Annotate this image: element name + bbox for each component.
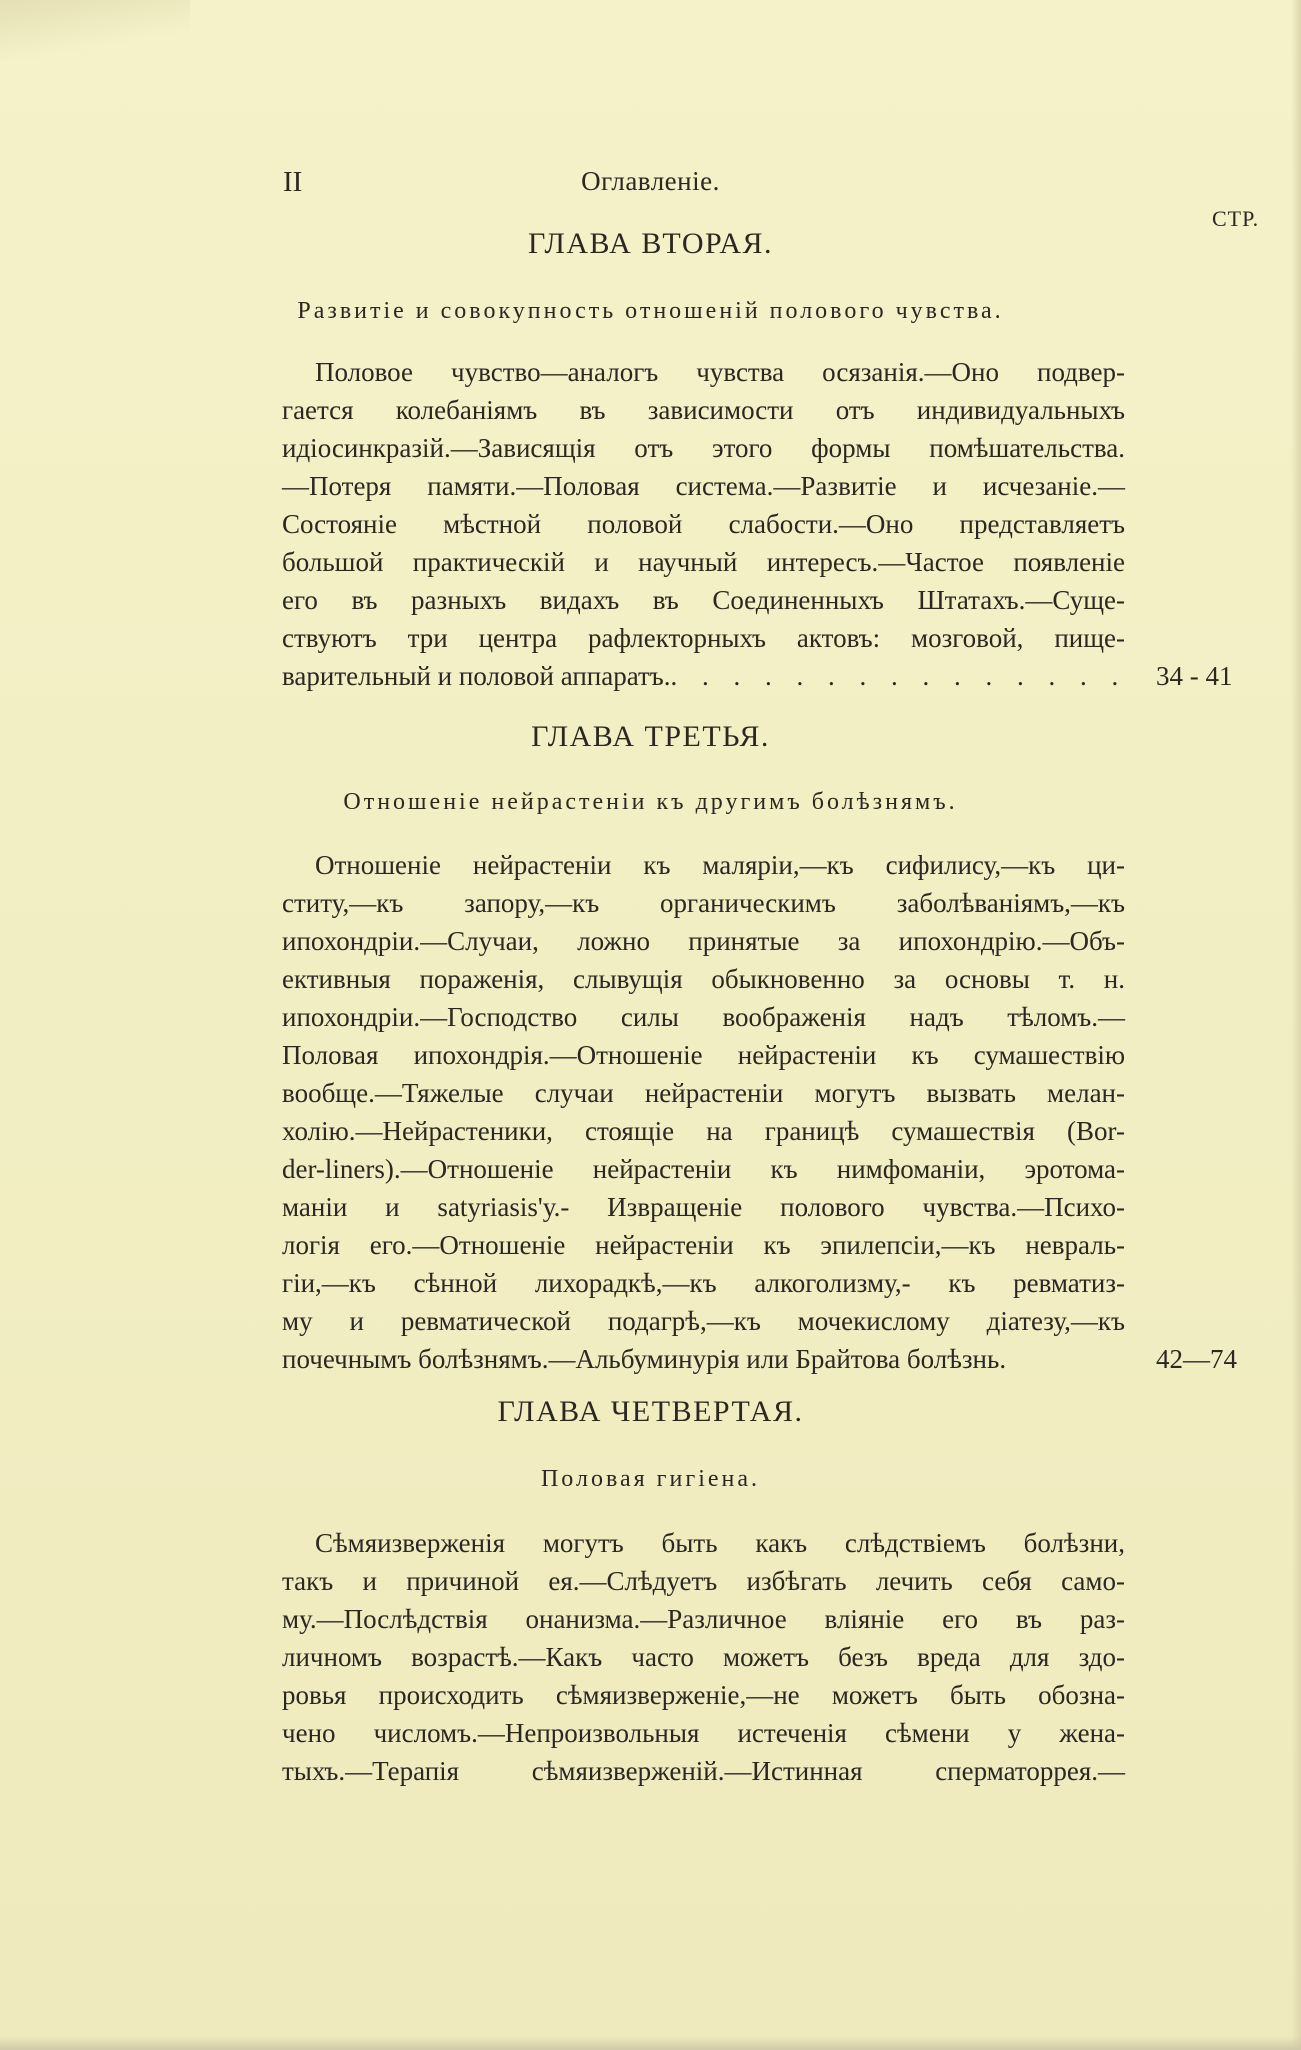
dot-leader: . . . . . . . . . . . . . . . [670, 661, 1128, 691]
summary-line: Состояніе мѣстной половой слабости.—Оно представляетъ [282, 509, 1125, 539]
chapter-4-subtitle: Половая гигіена. [540, 1466, 761, 1492]
chapter-4-title: ГЛАВА ЧЕТВЕРТАЯ. [497, 1395, 804, 1428]
summary-line: большой практическій и научный интересъ.—Частое появленіе [282, 547, 1125, 577]
summary-line: идіосинкразій.—Зависящія отъ этого формы помѣшательства. [282, 433, 1125, 463]
summary-line: ститу,—къ запору,—къ органическимъ заболѣваніямъ,—къ [282, 888, 1125, 918]
running-title: Оглавленіе. [581, 166, 720, 196]
page-fold-corner [0, 0, 190, 60]
summary-line: Отношеніе нейрастеніи къ маляріи,—къ сифилису,—къ ци- [315, 850, 1125, 880]
summary-line: Половое чувство—аналогъ чувства осязанія.—Оно подвер- [315, 357, 1125, 387]
summary-last-line [282, 657, 1128, 695]
summary-line: ровья происходить сѣмяизверженіе,—не можетъ быть обозна- [282, 1680, 1125, 1710]
page-edge-bottom [0, 2036, 1301, 2050]
chapter-2-summary [282, 353, 1128, 695]
chapter-2-pages: 34 - 41 [1156, 661, 1233, 691]
summary-line: варительный и половой аппаратъ. [282, 661, 671, 691]
summary-line: Сѣмяизверженія могутъ быть какъ слѣдствіемъ болѣзни, [315, 1528, 1125, 1558]
summary-line: гіи,—къ сѣнной лихорадкѣ,—къ алкоголизму,- къ ревматиз- [282, 1268, 1125, 1298]
summary-line: der-liners).—Отношеніе нейрастеніи къ нимфоманіи, эротома- [282, 1154, 1125, 1184]
chapter-2-title: ГЛАВА ВТОРАЯ. [527, 227, 774, 260]
chapter-3-pages: 42—74 [1156, 1344, 1237, 1374]
summary-line: тыхъ.—Терапія сѣмяизверженій.—Истинная сперматоррея.— [282, 1756, 1125, 1786]
summary-line: ствуютъ три центра рафлекторныхъ актовъ: мозговой, пище- [282, 623, 1125, 653]
summary-line: чено числомъ.—Непроизвольныя истеченія сѣмени у жена- [282, 1718, 1125, 1748]
summary-line: ективныя пораженія, слывущія обыкновенно за основы т. н. [282, 964, 1125, 994]
chapter-3-summary [282, 846, 1125, 1378]
summary-line: логія его.—Отношеніе нейрастеніи къ эпилепсіи,—къ невраль- [282, 1230, 1125, 1260]
chapter-3-title: ГЛАВА ТРЕТЬЯ. [531, 720, 770, 753]
summary-line: —Потеря памяти.—Половая система.—Развитіе и исчезаніе.— [282, 471, 1125, 501]
summary-line: маніи и satyriasis'у.- Извращеніе полового чувства.—Психо- [282, 1192, 1125, 1222]
summary-line: такъ и причиной ея.—Слѣдуетъ избѣгать лечить себя само- [282, 1566, 1125, 1596]
summary-line: ипохондріи.—Господство силы воображенія надъ тѣломъ.— [282, 1002, 1125, 1032]
summary-line: вообще.—Тяжелые случаи нейрастеніи могутъ вызвать мелан- [282, 1078, 1125, 1108]
pages-column-label: СТР. [1212, 206, 1260, 231]
summary-line: гается колебаніямъ въ зависимости отъ индивидуальныхъ [282, 395, 1125, 425]
chapter-3-subtitle: Отношеніе нейрастеніи къ другимъ болѣзнямъ. [343, 789, 958, 815]
chapter-4-summary [282, 1524, 1125, 1790]
summary-line: му.—Послѣдствія онанизма.—Различное вліяніе его въ раз- [282, 1604, 1125, 1634]
summary-line: его въ разныхъ видахъ въ Соединенныхъ Штатахъ.—Суще- [282, 585, 1125, 615]
summary-line: холію.—Нейрастеники, стоящіе на границѣ сумашествія (Bor- [282, 1116, 1125, 1146]
page-number: II [283, 166, 303, 198]
summary-line: личномъ возрастѣ.—Какъ часто можетъ безъ вреда для здо- [282, 1642, 1125, 1672]
summary-line: почечнымъ болѣзнямъ.—Альбуминурія или Брайтова болѣзнь. [282, 1344, 1007, 1374]
summary-line: му и ревматической подагрѣ,—къ мочекислому діатезу,—къ [282, 1306, 1125, 1336]
summary-line: Половая ипохондрія.—Отношеніе нейрастеніи къ сумашествію [282, 1040, 1125, 1070]
summary-line: ипохондріи.—Случаи, ложно принятые за ипохондрію.—Объ- [282, 926, 1125, 956]
chapter-2-subtitle: Развитіе и совокупность отношеній полового чувства. [297, 298, 1004, 324]
